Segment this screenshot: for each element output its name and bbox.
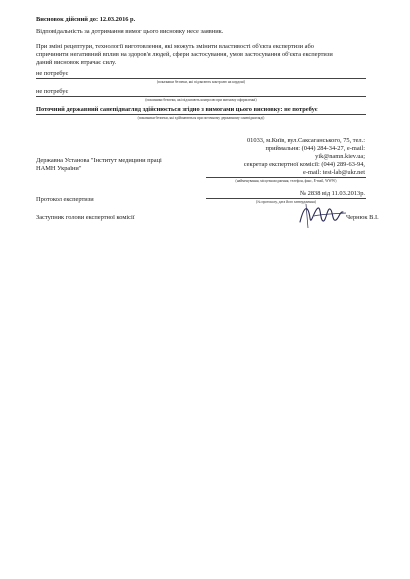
contact-line-1: 01033, м.Київ, вул.Саксаганського, 75, тел.:	[246, 137, 365, 144]
customs-value: не потребує	[36, 88, 69, 95]
supervision-caption: (показники безпеки, які здійснюються при поточному державному санепіднагляді)	[137, 116, 265, 120]
contact-line-5: e-mail: test-lab@ukr.net	[303, 169, 365, 176]
border-control-underline	[36, 78, 366, 79]
contact-line-2: приймальня: (044) 284-34-27, e-mail:	[265, 145, 365, 152]
protocol-caption: (№ протоколу, дата його затвердження)	[256, 200, 316, 204]
customs-underline	[36, 96, 366, 97]
contact-caption: (найменування, місцезнаходження, телефон, факс, E-mail, WWW)	[235, 179, 337, 183]
contact-line-4: секретар експертної комісії: (044) 289-63-94,	[243, 161, 365, 168]
signer-name: Чернюк В.І.	[346, 214, 379, 221]
protocol-label: Протокол експертизи	[36, 196, 94, 203]
contact-line-3: yik@namn.kiev.ua;	[315, 153, 365, 160]
change-notice-line-1: При зміні рецептури, технології виготовлення, які можуть змінити властивості об'єкта експертизи або	[36, 43, 314, 50]
signer-title: Заступник голови експертної комісії	[36, 214, 135, 221]
responsibility-text: Відповідальність за дотримання вимог цього висновку несе заявник.	[36, 28, 224, 35]
change-notice-line-2: спричинити негативний вплив на здоров'я людей, сфери застосування, умов застосування об'єкта експертизи	[36, 51, 333, 58]
border-control-value: не потребує	[36, 70, 69, 77]
change-notice-line-3: даний висновок втрачає силу.	[36, 59, 117, 66]
protocol-value: № 2838 від 11.03.2013р.	[299, 190, 365, 197]
supervision-underline	[36, 114, 366, 115]
validity-label: Висновок дійсний до: 12.03.2016 р.	[36, 16, 136, 23]
protocol-underline	[206, 198, 366, 199]
institution-name-line-2: НАМН України"	[36, 165, 82, 172]
customs-caption: (показники безпеки, які підлягають контролю при митному оформленні)	[145, 98, 257, 102]
supervision-text: Поточний державний санепіднагляд здійснюється згідно з вимогами цього висновку: не потребує	[36, 106, 318, 113]
signature-image	[296, 200, 352, 230]
contact-underline	[206, 177, 366, 178]
border-control-caption: (показники безпеки, які підлягають контролю на кордоні)	[156, 80, 246, 84]
institution-name-line-1: Державна Установа "Інститут медицини праці	[36, 157, 162, 164]
